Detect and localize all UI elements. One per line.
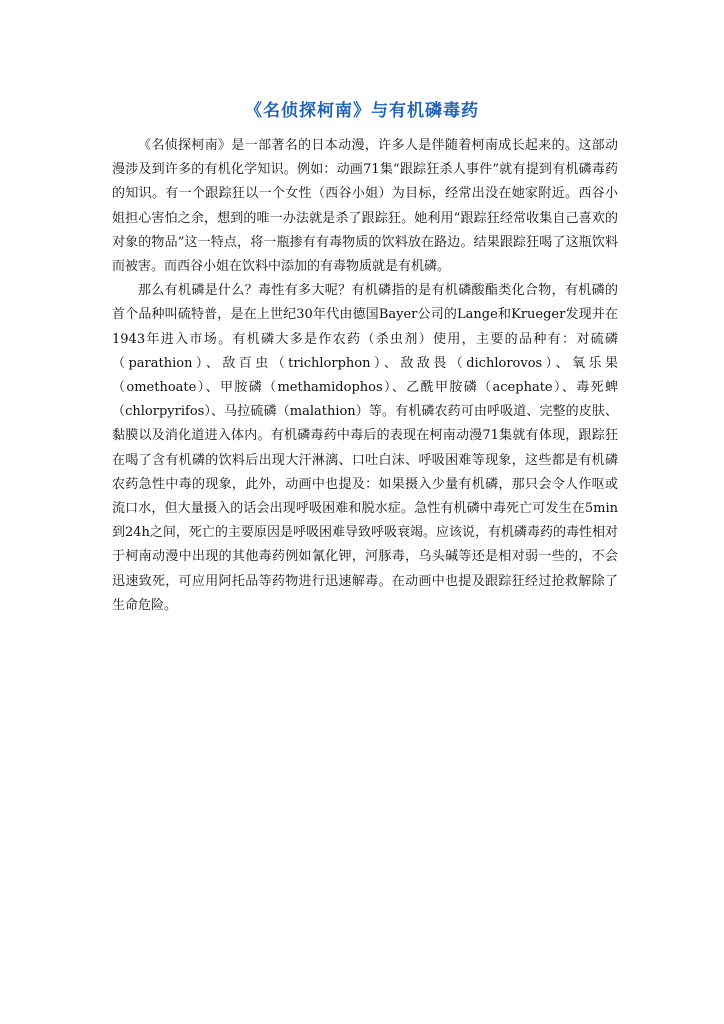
paragraph-organophosphorus: 那么有机磷是什么？毒性有多大呢？有机磷指的是有机磷酸酯类化合物，有机磷的首个品种叫硫特普，是在上世纪30年代由德国Bayer公司的Lange和Krueger发现并在1943年进入市场。有机磷大多是作农药（杀虫剂）使用，主要的品种有：对硫磷（parathion）、敌百虫（trichlorphon）、敌敌畏（dichlorovos）、氧乐果（omethoate）、甲胺磷（methamidophos）、乙酰甲胺磷（acephate）、毒死蜱（chlorpyrifos）、马拉硫磷（malathion）等。有机磷农药可由呼吸道、完整的皮肤、黏膜以及消化道进入体内。有机磷毒药中毒后的表现在柯南动漫71集就有体现，跟踪狂在喝了含有机磷的饮料后出现大汗淋漓、口吐白沫、呼吸困难等现象，这些都是有机磷农药急性中毒的现象，此外，动画中也提及：如果摄入少量有机磷，那只会令人作呕或流口水，但大量摄入的话会出现呼吸困难和脱水症。急性有机磷中毒死亡可发生在5min到24h之间，死亡的主要原因是呼吸困难导致呼吸衰竭。应该说，有机磷毒药的毒性相对于柯南动漫中出现的其他毒药例如氰化钾，河豚毒，乌头碱等还是相对弱一些的，不会迅速致死，可应用阿托品等药物进行迅速解毒。在动画中也提及跟踪狂经过抢救解除了生命危险。 (112, 283, 618, 613)
document-body (112, 134, 618, 618)
paragraph-intro: 《名侦探柯南》是一部著名的日本动漫，许多人是伴随着柯南成长起来的。这部动漫涉及到许多的有机化学知识。例如：动画71集“跟踪狂杀人事件”就有提到有机磷毒药的知识。有一个跟踪狂以一个女性（西谷小姐）为目标，经常出没在她家附近。西谷小姐担心害怕之余，想到的唯一办法就是杀了跟踪狂。她利用“跟踪狂经常收集自己喜欢的对象的物品”这一特点，将一瓶掺有有毒物质的饮料放在路边。结果跟踪狂喝了这瓶饮料而被害。而西谷小姐在饮料中添加的有毒物质就是有机磷。 (112, 138, 618, 275)
document-title: 《名侦探柯南》与有机磷毒药 (245, 101, 479, 121)
